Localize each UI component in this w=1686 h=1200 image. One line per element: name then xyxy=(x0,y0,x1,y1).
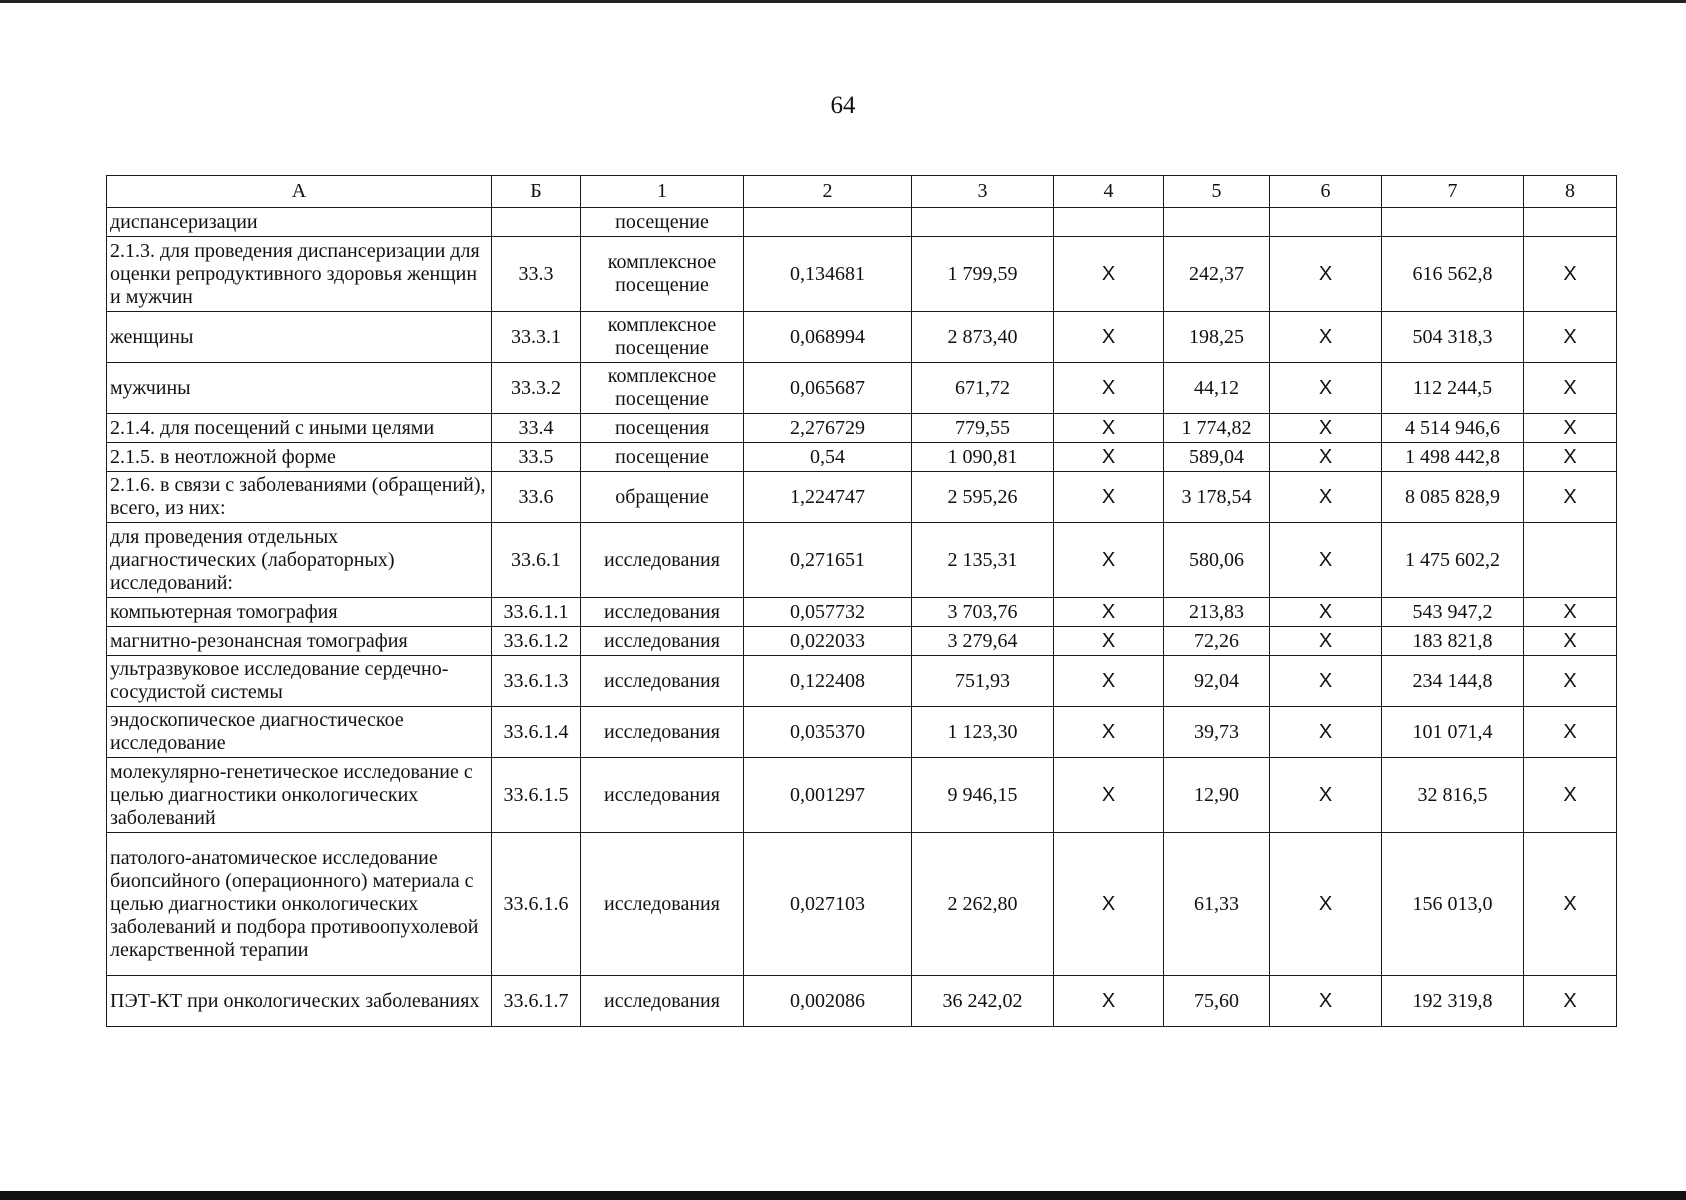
row-col-2: 0,122408 xyxy=(744,656,912,707)
row-name: 2.1.5. в неотложной форме xyxy=(107,443,492,472)
row-col-2: 0,065687 xyxy=(744,363,912,414)
row-unit: исследования xyxy=(581,598,744,627)
row-col-2: 0,54 xyxy=(744,443,912,472)
row-col-7: 234 144,8 xyxy=(1382,656,1524,707)
row-code: 33.6.1.5 xyxy=(492,758,581,833)
row-col-7: 112 244,5 xyxy=(1382,363,1524,414)
row-col-5: 72,26 xyxy=(1164,627,1270,656)
row-col-7: 616 562,8 xyxy=(1382,237,1524,312)
row-unit: исследования xyxy=(581,656,744,707)
row-name: ПЭТ-КТ при онкологических заболеваниях xyxy=(107,976,492,1027)
table-row xyxy=(107,976,1617,1027)
row-unit: комплексное посещение xyxy=(581,237,744,312)
row-col-6: Х xyxy=(1270,656,1382,707)
row-name: 2.1.4. для посещений с иными целями xyxy=(107,414,492,443)
row-col-4: Х xyxy=(1054,976,1164,1027)
column-header: А xyxy=(107,176,492,208)
row-col-7: 543 947,2 xyxy=(1382,598,1524,627)
row-col-5: 92,04 xyxy=(1164,656,1270,707)
table-row xyxy=(107,414,1617,443)
row-col-4: Х xyxy=(1054,472,1164,523)
row-col-6: Х xyxy=(1270,237,1382,312)
header-row xyxy=(107,176,1617,208)
row-col-4: Х xyxy=(1054,627,1164,656)
row-col-2: 0,068994 xyxy=(744,312,912,363)
column-header: Б xyxy=(492,176,581,208)
row-col-6: Х xyxy=(1270,443,1382,472)
row-col-7: 183 821,8 xyxy=(1382,627,1524,656)
row-unit: посещения xyxy=(581,414,744,443)
row-col-6: Х xyxy=(1270,833,1382,976)
row-col-8 xyxy=(1524,523,1617,598)
row-col-2: 1,224747 xyxy=(744,472,912,523)
row-code: 33.6.1.4 xyxy=(492,707,581,758)
row-col-3: 2 262,80 xyxy=(912,833,1054,976)
row-col-4: Х xyxy=(1054,523,1164,598)
row-name: эндоскопическое диагностическое исследование xyxy=(107,707,492,758)
row-col-2: 0,134681 xyxy=(744,237,912,312)
row-col-3: 2 135,31 xyxy=(912,523,1054,598)
row-col-2: 0,001297 xyxy=(744,758,912,833)
row-name: ультразвуковое исследование сердечно-сосудистой системы xyxy=(107,656,492,707)
scan-edge-top xyxy=(0,0,1686,3)
row-col-4: Х xyxy=(1054,833,1164,976)
row-col-4 xyxy=(1054,208,1164,237)
row-col-5: 589,04 xyxy=(1164,443,1270,472)
row-col-8: Х xyxy=(1524,656,1617,707)
row-col-2: 0,027103 xyxy=(744,833,912,976)
table-row xyxy=(107,208,1617,237)
row-col-7: 8 085 828,9 xyxy=(1382,472,1524,523)
row-col-4: Х xyxy=(1054,312,1164,363)
column-header: 7 xyxy=(1382,176,1524,208)
row-code: 33.6.1.3 xyxy=(492,656,581,707)
row-col-3: 3 703,76 xyxy=(912,598,1054,627)
row-unit: исследования xyxy=(581,758,744,833)
row-name: для проведения отдельных диагностических (лабораторных) исследований: xyxy=(107,523,492,598)
row-col-7: 504 318,3 xyxy=(1382,312,1524,363)
row-col-5: 44,12 xyxy=(1164,363,1270,414)
row-col-2: 2,276729 xyxy=(744,414,912,443)
row-name: магнитно-резонансная томография xyxy=(107,627,492,656)
row-unit: исследования xyxy=(581,976,744,1027)
row-col-3: 3 279,64 xyxy=(912,627,1054,656)
row-col-8: Х xyxy=(1524,598,1617,627)
row-col-5: 198,25 xyxy=(1164,312,1270,363)
column-header: 3 xyxy=(912,176,1054,208)
column-header: 5 xyxy=(1164,176,1270,208)
column-header: 6 xyxy=(1270,176,1382,208)
row-col-5: 75,60 xyxy=(1164,976,1270,1027)
row-col-2: 0,035370 xyxy=(744,707,912,758)
table-row xyxy=(107,237,1617,312)
row-col-6: Х xyxy=(1270,523,1382,598)
table-row xyxy=(107,312,1617,363)
row-code: 33.3.1 xyxy=(492,312,581,363)
page-number: 64 xyxy=(830,92,856,119)
row-col-6: Х xyxy=(1270,627,1382,656)
row-code: 33.6 xyxy=(492,472,581,523)
row-col-6 xyxy=(1270,208,1382,237)
row-col-3: 1 090,81 xyxy=(912,443,1054,472)
data-table xyxy=(106,175,1617,1027)
row-col-7 xyxy=(1382,208,1524,237)
row-col-4: Х xyxy=(1054,758,1164,833)
row-col-2: 0,271651 xyxy=(744,523,912,598)
row-col-4: Х xyxy=(1054,707,1164,758)
row-code: 33.6.1.6 xyxy=(492,833,581,976)
row-col-8: Х xyxy=(1524,472,1617,523)
row-code: 33.6.1.2 xyxy=(492,627,581,656)
row-col-3: 671,72 xyxy=(912,363,1054,414)
row-unit: обращение xyxy=(581,472,744,523)
row-col-7: 156 013,0 xyxy=(1382,833,1524,976)
row-col-5: 39,73 xyxy=(1164,707,1270,758)
table-row xyxy=(107,443,1617,472)
row-unit: исследования xyxy=(581,707,744,758)
row-unit: исследования xyxy=(581,627,744,656)
row-col-6: Х xyxy=(1270,707,1382,758)
row-col-5: 12,90 xyxy=(1164,758,1270,833)
table-row xyxy=(107,627,1617,656)
table-row xyxy=(107,523,1617,598)
row-code: 33.6.1.7 xyxy=(492,976,581,1027)
row-col-4: Х xyxy=(1054,237,1164,312)
column-header: 2 xyxy=(744,176,912,208)
row-col-8: Х xyxy=(1524,363,1617,414)
row-col-7: 4 514 946,6 xyxy=(1382,414,1524,443)
row-col-6: Х xyxy=(1270,758,1382,833)
row-col-4: Х xyxy=(1054,598,1164,627)
row-col-6: Х xyxy=(1270,312,1382,363)
table-row xyxy=(107,707,1617,758)
row-col-3: 751,93 xyxy=(912,656,1054,707)
row-unit: посещение xyxy=(581,208,744,237)
column-header: 1 xyxy=(581,176,744,208)
row-unit: комплексное посещение xyxy=(581,363,744,414)
row-col-5: 580,06 xyxy=(1164,523,1270,598)
row-unit: исследования xyxy=(581,523,744,598)
row-col-5: 1 774,82 xyxy=(1164,414,1270,443)
row-col-6: Х xyxy=(1270,598,1382,627)
row-name: 2.1.3. для проведения диспансеризации для оценки репродуктивного здоровья женщин и мужчин xyxy=(107,237,492,312)
row-name: молекулярно-генетическое исследование с целью диагностики онкологических заболеваний xyxy=(107,758,492,833)
row-col-8: Х xyxy=(1524,976,1617,1027)
row-col-3: 1 123,30 xyxy=(912,707,1054,758)
row-code: 33.3.2 xyxy=(492,363,581,414)
row-col-8: Х xyxy=(1524,758,1617,833)
row-col-4: Х xyxy=(1054,363,1164,414)
row-col-8: Х xyxy=(1524,833,1617,976)
row-col-4: Х xyxy=(1054,414,1164,443)
table-row xyxy=(107,598,1617,627)
table-row xyxy=(107,758,1617,833)
row-col-2: 0,057732 xyxy=(744,598,912,627)
column-header: 4 xyxy=(1054,176,1164,208)
row-col-5: 242,37 xyxy=(1164,237,1270,312)
row-col-3 xyxy=(912,208,1054,237)
row-col-7: 192 319,8 xyxy=(1382,976,1524,1027)
row-col-6: Х xyxy=(1270,363,1382,414)
row-col-3: 36 242,02 xyxy=(912,976,1054,1027)
row-col-8: Х xyxy=(1524,312,1617,363)
column-header: 8 xyxy=(1524,176,1617,208)
row-name: 2.1.6. в связи с заболеваниями (обращений), всего, из них: xyxy=(107,472,492,523)
row-name: мужчины xyxy=(107,363,492,414)
row-col-2: 0,002086 xyxy=(744,976,912,1027)
row-col-8: Х xyxy=(1524,414,1617,443)
row-col-2: 0,022033 xyxy=(744,627,912,656)
row-col-2 xyxy=(744,208,912,237)
row-unit: исследования xyxy=(581,833,744,976)
row-code: 33.5 xyxy=(492,443,581,472)
row-col-7: 32 816,5 xyxy=(1382,758,1524,833)
row-code: 33.6.1 xyxy=(492,523,581,598)
row-code: 33.4 xyxy=(492,414,581,443)
row-col-4: Х xyxy=(1054,443,1164,472)
table-row xyxy=(107,656,1617,707)
row-name: компьютерная томография xyxy=(107,598,492,627)
row-code xyxy=(492,208,581,237)
row-col-6: Х xyxy=(1270,976,1382,1027)
row-col-3: 2 873,40 xyxy=(912,312,1054,363)
row-col-5 xyxy=(1164,208,1270,237)
row-col-7: 101 071,4 xyxy=(1382,707,1524,758)
row-name: патолого-анатомическое исследование биопсийного (операционного) материала с целью диагностики онкологических заболеваний и подбора противоопухолевой лекарственной терапии xyxy=(107,833,492,976)
row-col-3: 2 595,26 xyxy=(912,472,1054,523)
row-col-4: Х xyxy=(1054,656,1164,707)
row-col-3: 9 946,15 xyxy=(912,758,1054,833)
row-col-8: Х xyxy=(1524,443,1617,472)
row-name: диспансеризации xyxy=(107,208,492,237)
row-col-6: Х xyxy=(1270,414,1382,443)
row-unit: комплексное посещение xyxy=(581,312,744,363)
row-col-3: 779,55 xyxy=(912,414,1054,443)
row-code: 33.6.1.1 xyxy=(492,598,581,627)
row-col-7: 1 475 602,2 xyxy=(1382,523,1524,598)
row-col-3: 1 799,59 xyxy=(912,237,1054,312)
table-row xyxy=(107,363,1617,414)
scan-edge-bottom xyxy=(0,1191,1686,1200)
table-row xyxy=(107,472,1617,523)
row-col-8 xyxy=(1524,208,1617,237)
table-row xyxy=(107,833,1617,976)
row-col-5: 3 178,54 xyxy=(1164,472,1270,523)
row-unit: посещение xyxy=(581,443,744,472)
row-col-8: Х xyxy=(1524,627,1617,656)
row-code: 33.3 xyxy=(492,237,581,312)
row-col-5: 213,83 xyxy=(1164,598,1270,627)
row-col-8: Х xyxy=(1524,237,1617,312)
row-col-6: Х xyxy=(1270,472,1382,523)
row-col-8: Х xyxy=(1524,707,1617,758)
row-col-5: 61,33 xyxy=(1164,833,1270,976)
row-col-7: 1 498 442,8 xyxy=(1382,443,1524,472)
row-name: женщины xyxy=(107,312,492,363)
